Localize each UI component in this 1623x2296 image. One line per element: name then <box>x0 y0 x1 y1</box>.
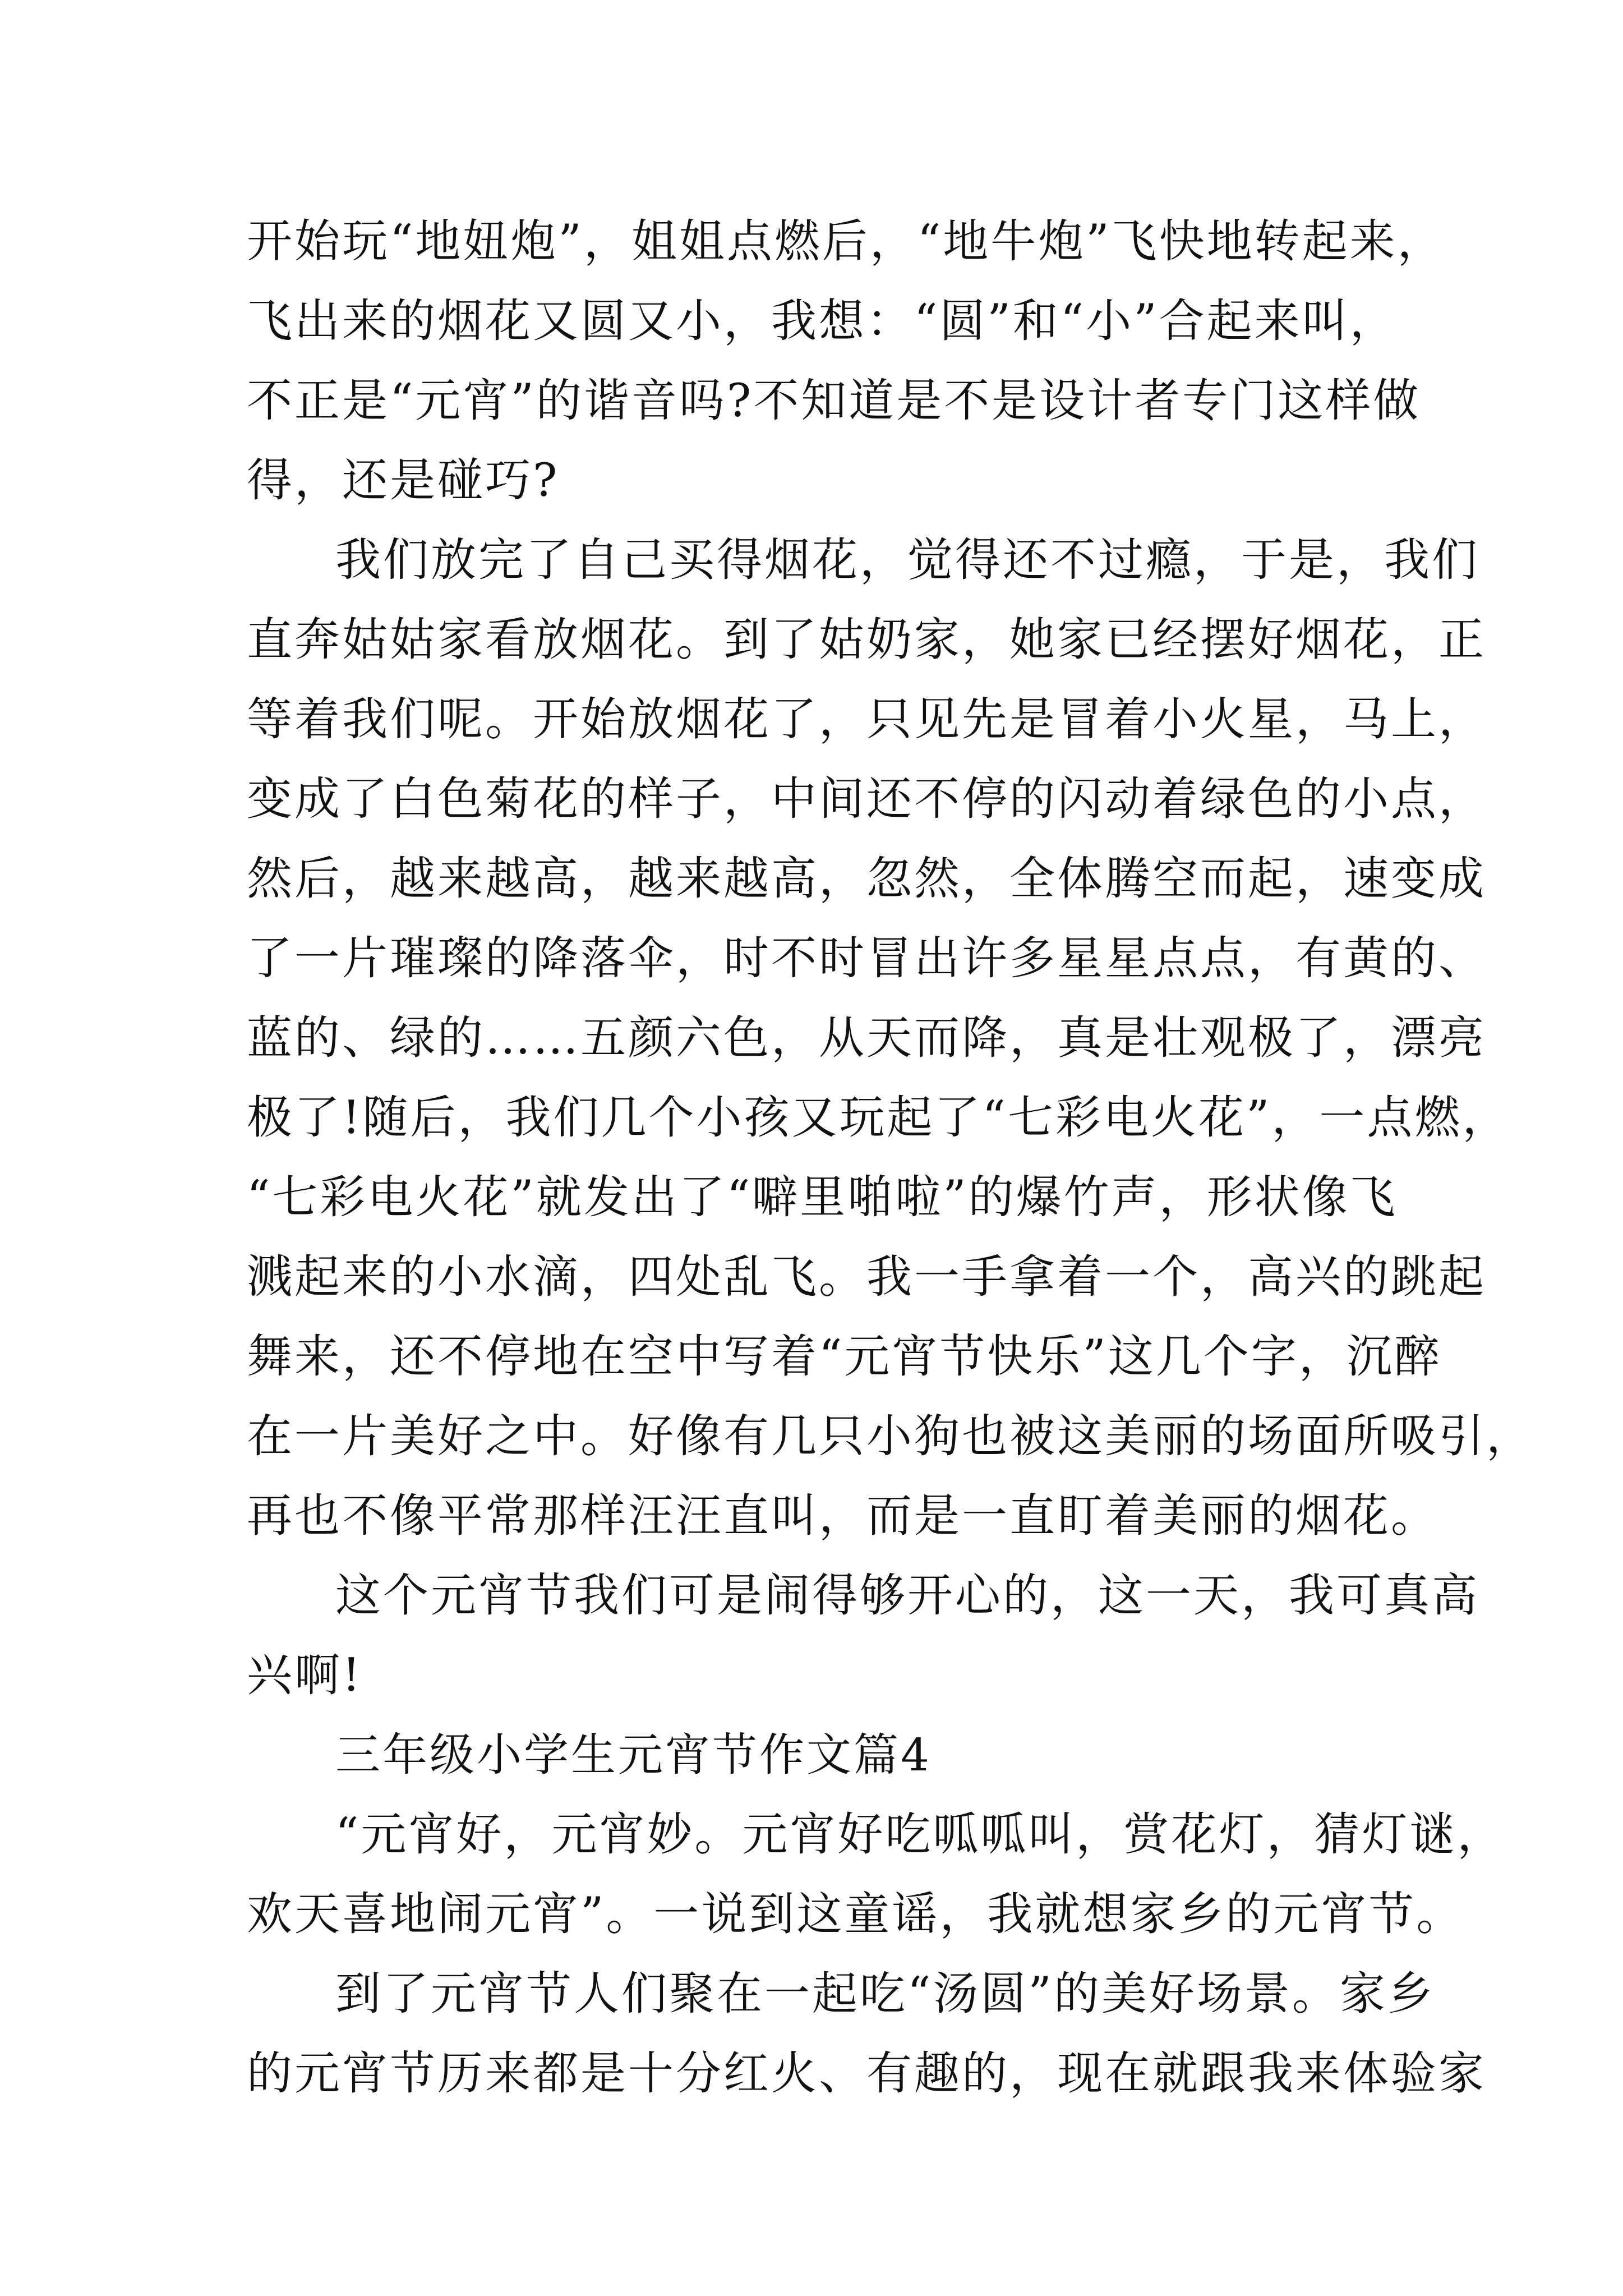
text-line: 变成了白色菊花的样子，中间还不停的闪动着绿色的小点， <box>247 773 1487 826</box>
text-line: 欢天喜地闹元宵”。一说到这童谣，我就想家乡的元宵节。 <box>247 1888 1464 1941</box>
text-line: 等着我们呢。开始放烟花了，只见先是冒着小火星，马上， <box>247 693 1487 746</box>
text-line: 不正是“元宵”的谐音吗?不知道是不是设计者专门这样做 <box>247 375 1421 427</box>
text-line: 然后，越来越高，越来越高，忽然，全体腾空而起，速变成 <box>247 853 1487 905</box>
section-heading: 三年级小学生元宵节作文篇4 <box>335 1729 932 1781</box>
text-line: 蓝的、绿的……五颜六色，从天而降，真是壮观极了，漂亮 <box>247 1012 1487 1065</box>
text-line: 开始玩“地妞炮”，姐姐点燃后，“地牛炮”飞快地转起来， <box>247 215 1445 268</box>
text-line: 溅起来的小水滴，四处乱飞。我一手拿着一个，高兴的跳起 <box>247 1251 1487 1304</box>
paragraph-start-line: 我们放完了自己买得烟花，觉得还不过瘾，于是，我们 <box>335 534 1480 587</box>
text-line: 舞来，还不停地在空中写着“元宵节快乐”这几个字，沉醉 <box>247 1331 1442 1383</box>
text-line: 再也不像平常那样汪汪直叫，而是一直盯着美丽的烟花。 <box>247 1490 1439 1543</box>
text-line: 得，还是碰巧? <box>247 454 560 507</box>
text-line: “七彩电火花”就发出了“噼里啪啦”的爆竹声，形状像飞 <box>247 1171 1398 1224</box>
text-line: 极了!随后，我们几个小孩又玩起了“七彩电火花”，一点燃， <box>247 1092 1510 1144</box>
paragraph-start-line: 到了元宵节人们聚在一起吃“汤圆”的美好场景。家乡 <box>335 1968 1435 2021</box>
essay-body <box>247 202 1534 2114</box>
text-line: 的元宵节历来都是十分红火、有趣的，现在就跟我来体验家 <box>247 2047 1487 2100</box>
text-line: 直奔姑姑家看放烟花。到了姑奶家，她家已经摆好烟花，正 <box>247 614 1487 666</box>
text-line: 了一片璀璨的降落伞，时不时冒出许多星星点点，有黄的、 <box>247 932 1487 985</box>
text-line: 在一片美好之中。好像有几只小狗也被这美丽的场面所吸引， <box>247 1410 1534 1463</box>
text-line: 兴啊! <box>247 1649 363 1702</box>
paragraph-start-line: 这个元宵节我们可是闹得够开心的，这一天，我可真高 <box>335 1570 1480 1622</box>
paragraph-start-line: “元宵好，元宵妙。元宵好吃呱呱叫，赏花灯，猜灯谜， <box>335 1809 1505 1861</box>
text-line: 飞出来的烟花又圆又小，我想：“圆”和“小”合起来叫， <box>247 295 1398 348</box>
